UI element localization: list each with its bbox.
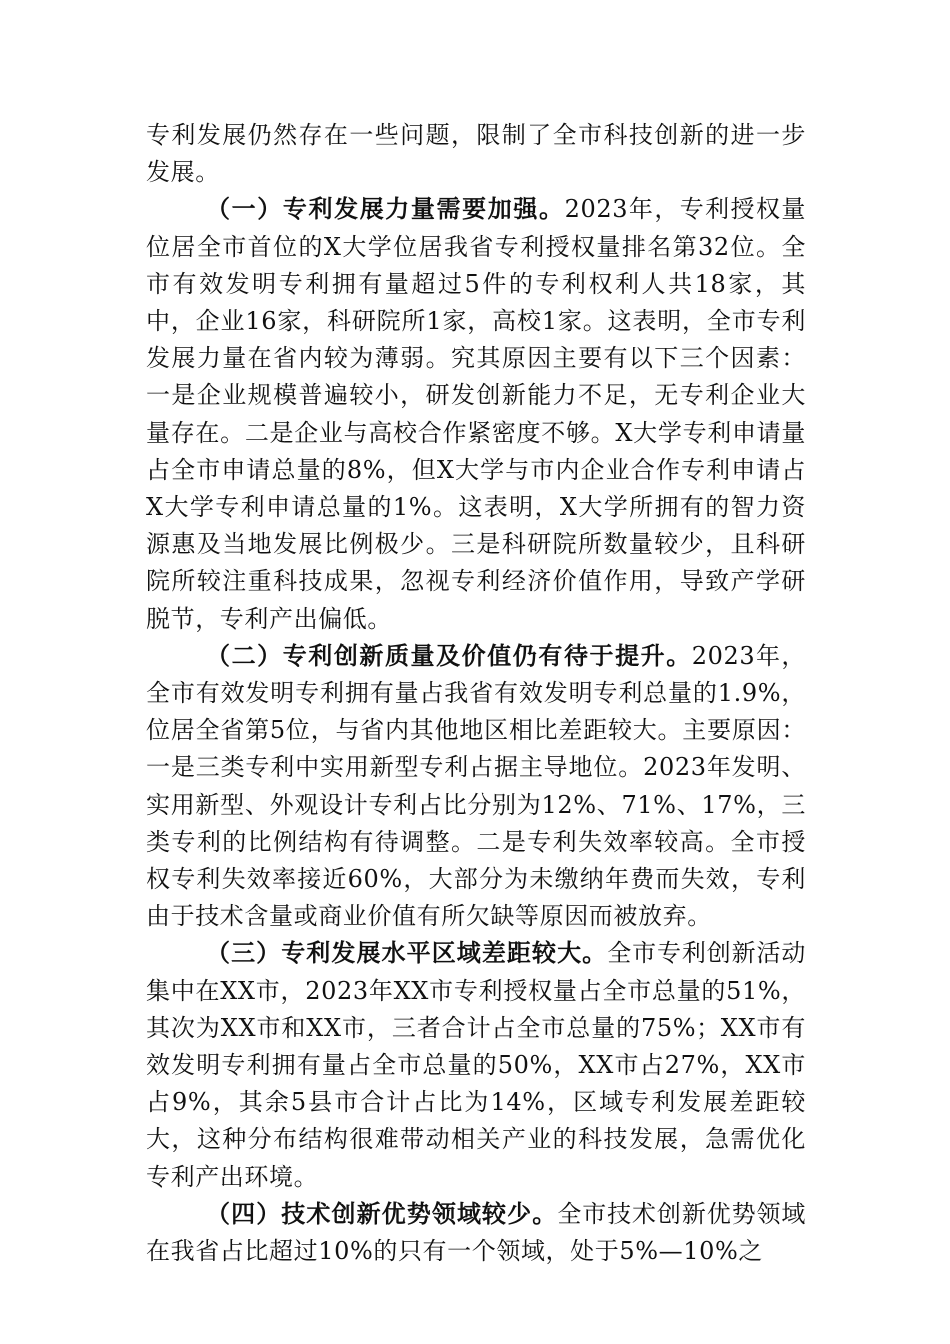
document-body [146, 117, 806, 1270]
section-heading: （三）专利发展水平区域差距较大。 [206, 939, 608, 968]
section-heading: （二）专利创新质量及价值仍有待于提升。 [206, 641, 692, 670]
paragraph-section-3 [146, 935, 806, 1195]
paragraph-text: 2023年，专利授权量位居全市首位的X大学位居我省专利授权量排名第32位。全市有效发明专利拥有量超过5件的专利权利人共18家，其中，企业16家，科研院所1家，高校1家。这表明，全市专利发展力量在省内较为薄弱。究其原因主要有以下三个因素：一是企业规模普遍较小，研发创新能力不足，无专利企业大量存在。二是企业与高校合作紧密度不够。X大学专利申请量占全市申请总量的8%，但X大学与市内企业合作专利申请占X大学专利申请总量的1%。这表明，X大学所拥有的智力资源惠及当地发展比例极少。三是科研院所数量较少，且科研院所较注重科技成果，忽视专利经济价值作用，导致产学研脱节，专利产出偏低。 [146, 195, 806, 633]
section-heading: （四）技术创新优势领域较少。 [206, 1199, 558, 1228]
paragraph-intro [146, 117, 806, 191]
section-heading: （一）专利发展力量需要加强。 [206, 195, 565, 224]
paragraph-section-4 [146, 1196, 806, 1270]
paragraph-text: 全市专利创新活动集中在XX市，2023年XX市专利授权量占全市总量的51%，其次为XX市和XX市，三者合计占全市总量的75%；XX市有效发明专利拥有量占全市总量的50%，XX市占27%，XX市占9%，其余5县市合计占比为14%，区域专利发展差距较大，这种分布结构很难带动相关产业的科技发展，急需优化专利产出环境。 [146, 939, 806, 1191]
paragraph-text: 2023年，全市有效发明专利拥有量占我省有效发明专利总量的1.9%，位居全省第5位，与省内其他地区相比差距较大。主要原因：一是三类专利中实用新型专利占据主导地位。2023年发明、实用新型、外观设计专利占比分别为12%、71%、17%，三类专利的比例结构有待调整。二是专利失效率较高。全市授权专利失效率接近60%，大部分为未缴纳年费而失效，专利由于技术含量或商业价值有所欠缺等原因而被放弃。 [146, 641, 806, 931]
paragraph-section-2 [146, 638, 806, 936]
paragraph-text: 全市技术创新优势领域在我省占比超过10%的只有一个领域，处于5%—10%之 [146, 1199, 807, 1266]
paragraph-section-1 [146, 191, 806, 637]
paragraph-text: 专利发展仍然存在一些问题，限制了全市科技创新的进一步发展。 [146, 121, 806, 187]
